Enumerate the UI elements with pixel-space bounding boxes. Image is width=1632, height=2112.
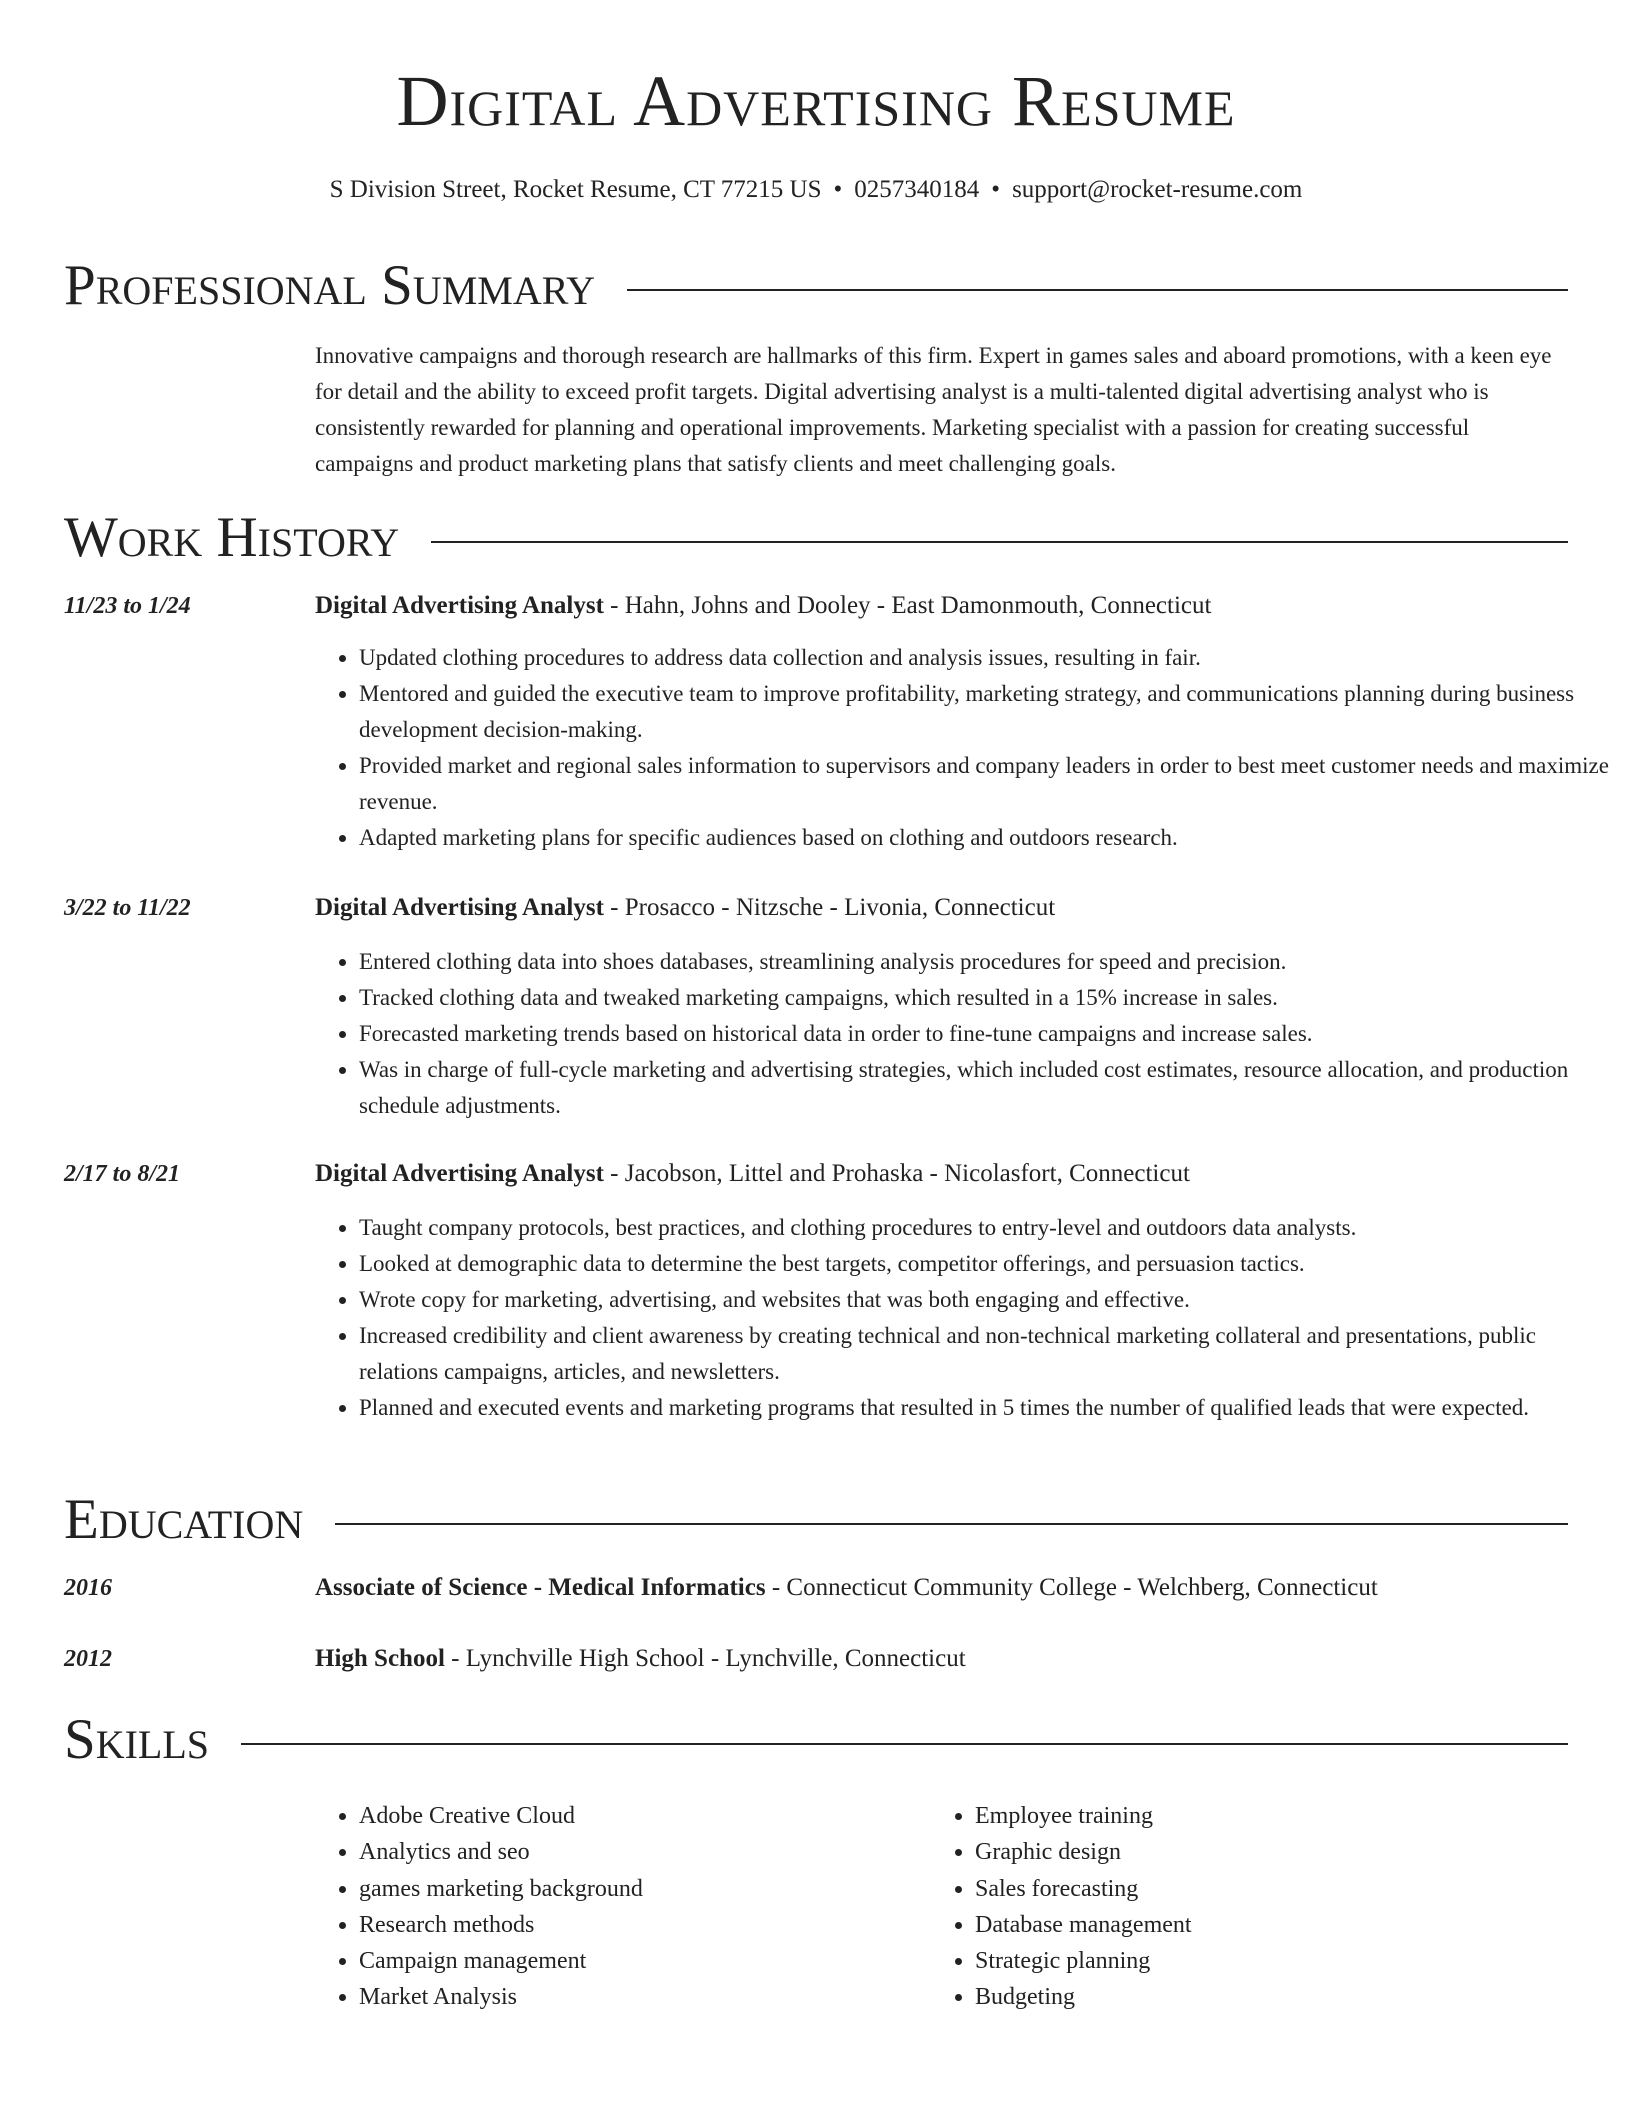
list-item: • Updated clothing procedures to address data collection and analysis issues, resulting in fair. (359, 640, 1612, 676)
list-item: • Was in charge of full-cycle marketing and advertising strategies, which included cost estimates, resource allocation, and production schedule adjustments. (359, 1052, 1612, 1124)
skill-item: • Budgeting (975, 1979, 1575, 2015)
summary-text: Innovative campaigns and thorough research are hallmarks of this firm. Expert in games sales and aboard promotions, with a keen eye for detail and the ability to exceed profit targets. Digital advertising analyst is a multi-talented digital advertising analyst who is consistently rewarded for planning and operational improvements. Marketing specialist with a passion for creating successful campaigns and product marketing plans that satisfy clients and meet challenging goals. (315, 343, 1552, 476)
skill-item: • Research methods (359, 1907, 919, 1943)
skill-item: • Database management (975, 1907, 1575, 1943)
list-item: • Entered clothing data into shoes databases, streamlining analysis procedures for speed and precision. (359, 944, 1612, 980)
skill-item: • Employee training (975, 1798, 1575, 1834)
phone: 0257340184 (854, 176, 980, 203)
list-item: • Provided market and regional sales information to supervisors and company leaders in order to best meet customer needs and maximize revenue. (359, 748, 1612, 820)
job-details: - Hahn, Johns and Dooley - East Damonmouth, Connecticut (603, 592, 1212, 619)
separator: • (991, 176, 1001, 203)
skill-item: • Strategic planning (975, 1943, 1575, 1979)
skills-list-right (931, 1798, 1575, 2016)
section-divider (431, 541, 1568, 543)
list-item: • Mentored and guided the executive team to improve profitability, marketing strategy, and communications planning during business development decision-making. (359, 676, 1612, 748)
section-divider (241, 1743, 1568, 1745)
list-item: • Tracked clothing data and tweaked marketing campaigns, which resulted in a 15% increase in sales. (359, 980, 1612, 1016)
school-details: - Connecticut Community College - Welchberg, Connecticut (765, 1574, 1378, 1601)
section-skills-header (64, 1710, 1568, 1770)
degree: Associate of Science - Medical Informatics (315, 1574, 766, 1601)
job-details: - Jacobson, Littel and Prohaska - Nicolasfort, Connecticut (603, 1160, 1190, 1187)
skill-item: • games marketing background (359, 1871, 919, 1907)
work-heading (315, 1156, 1568, 1192)
job-title: Digital Advertising Analyst (315, 1160, 604, 1187)
school-details: - Lynchville High School - Lynchville, Connecticut (444, 1645, 966, 1672)
job-title: Digital Advertising Analyst (315, 894, 604, 921)
work-dates: 2/17 to 8/21 (64, 1161, 181, 1187)
list-item: • Taught company protocols, best practices, and clothing procedures to entry-level and outdoors data analysts. (359, 1210, 1612, 1246)
work-bullets (315, 1210, 1612, 1426)
section-work-header (64, 508, 1568, 568)
list-item: • Forecasted marketing trends based on historical data in order to fine-tune campaigns and increase sales. (359, 1016, 1612, 1052)
list-item: • Planned and executed events and marketing programs that resulted in 5 times the number of qualified leads that were expected. (359, 1390, 1612, 1426)
section-education-header (64, 1490, 1568, 1550)
resume-title: Digital Advertising Resume (396, 61, 1236, 141)
education-year: 2016 (64, 1575, 112, 1601)
degree: High School (315, 1645, 445, 1672)
work-heading (315, 890, 1568, 926)
list-item: • Looked at demographic data to determine the best targets, competitor offerings, and persuasion tactics. (359, 1246, 1612, 1282)
education-heading (315, 1641, 1568, 1677)
skill-item: • Analytics and seo (359, 1834, 919, 1870)
job-title: Digital Advertising Analyst (315, 592, 604, 619)
skills-list-left (315, 1798, 919, 2016)
work-dates: 11/23 to 1/24 (64, 593, 191, 619)
skill-item: • Campaign management (359, 1943, 919, 1979)
list-item: • Increased credibility and client awareness by creating technical and non-technical marketing collateral and presentations, public relations campaigns, articles, and newsletters. (359, 1318, 1612, 1390)
work-bullets (315, 944, 1612, 1124)
education-heading (315, 1570, 1568, 1606)
email: support@rocket-resume.com (1012, 176, 1303, 203)
list-item: • Adapted marketing plans for specific audiences based on clothing and outdoors research. (359, 820, 1612, 856)
list-item: • Wrote copy for marketing, advertising, and websites that was both engaging and effective. (359, 1282, 1612, 1318)
skill-item: • Graphic design (975, 1834, 1575, 1870)
skill-item: • Market Analysis (359, 1979, 919, 2015)
section-title: Education (64, 1488, 304, 1551)
skill-item: • Sales forecasting (975, 1871, 1575, 1907)
work-dates: 3/22 to 11/22 (64, 895, 191, 921)
contact-line (0, 172, 1632, 208)
work-heading (315, 588, 1568, 624)
section-divider (335, 1523, 1568, 1525)
section-title: Professional Summary (64, 254, 596, 317)
work-bullets (315, 640, 1612, 856)
section-title: Skills (64, 1708, 210, 1771)
address: S Division Street, Rocket Resume, CT 77215 US (329, 176, 822, 203)
education-year: 2012 (64, 1646, 112, 1672)
section-title: Work History (64, 506, 400, 569)
job-details: - Prosacco - Nitzsche - Livonia, Connecticut (603, 894, 1056, 921)
separator: • (833, 176, 843, 203)
skill-item: • Adobe Creative Cloud (359, 1798, 919, 1834)
section-divider (627, 289, 1568, 291)
section-summary-header (64, 256, 1568, 316)
